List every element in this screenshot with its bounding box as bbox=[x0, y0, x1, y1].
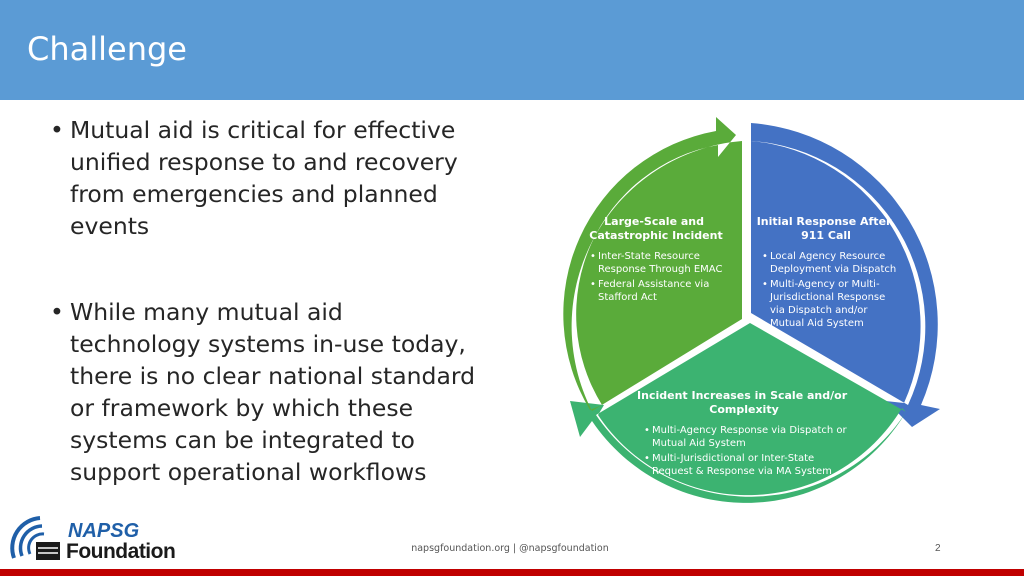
bullet-line: or framework by which these bbox=[70, 394, 414, 422]
radio-wave-logo-icon bbox=[6, 512, 66, 564]
footer-contact: napsgfoundation.org | @napsgfoundation bbox=[411, 543, 609, 554]
logo-wordmark-foundation: Foundation bbox=[66, 540, 176, 563]
segment-item-line: Multi-Jurisdictional or Inter-State bbox=[652, 453, 815, 464]
segment-item-line: • bbox=[590, 279, 596, 290]
bottom-accent-bar bbox=[0, 569, 1024, 576]
bullet-line: support operational workflows bbox=[70, 458, 427, 486]
bullet-line: Mutual aid is critical for effective bbox=[70, 116, 456, 144]
segment-item-line: • bbox=[762, 279, 768, 290]
bullet-line: technology systems in-use today, bbox=[70, 330, 466, 358]
bullet-line: events bbox=[70, 212, 150, 240]
title-bar bbox=[0, 0, 1024, 100]
napsg-logo bbox=[6, 512, 176, 566]
segment-item-line: Deployment via Dispatch bbox=[770, 264, 897, 275]
segment-item-line: Mutual Aid System bbox=[652, 438, 746, 449]
segment-item-line: Request & Response via MA System bbox=[652, 466, 832, 477]
segment-title-line: Initial Response After bbox=[756, 215, 892, 228]
segment-title-line: Complexity bbox=[709, 403, 779, 416]
bullet-line: While many mutual aid bbox=[70, 298, 343, 326]
segment-title-line: Catastrophic Incident bbox=[589, 229, 723, 242]
cycle-diagram bbox=[520, 105, 970, 530]
logo-wordmark-napsg: NAPSG bbox=[68, 520, 140, 542]
bullet-line: from emergencies and planned bbox=[70, 180, 438, 208]
slide-title: Challenge bbox=[27, 30, 187, 68]
segment-item-line: Federal Assistance via bbox=[598, 279, 710, 290]
segment-item-line: • bbox=[644, 453, 650, 464]
bullet-dot-icon: • bbox=[50, 298, 64, 326]
bullet-item bbox=[46, 296, 496, 488]
segment-title-line: Large-Scale and bbox=[604, 215, 704, 228]
segment-item-line: Mutual Aid System bbox=[770, 318, 864, 329]
bullet-line: there is no clear national standard bbox=[70, 362, 476, 390]
segment-item-line: Local Agency Resource bbox=[770, 251, 886, 262]
bullet-item bbox=[46, 114, 496, 242]
segment-title-line: 911 Call bbox=[801, 229, 851, 242]
segment-item-line: Stafford Act bbox=[598, 292, 657, 303]
segment-item-line: via Dispatch and/or bbox=[770, 305, 868, 316]
segment-item-line: Response Through EMAC bbox=[598, 264, 723, 275]
segment-item-line: • bbox=[762, 251, 768, 262]
segment-item-line: • bbox=[644, 425, 650, 436]
segment-item-line: • bbox=[590, 251, 596, 262]
bullet-dot-icon: • bbox=[50, 116, 64, 144]
segment-title-line: Incident Increases in Scale and/or bbox=[637, 389, 848, 402]
segment-item-line: Jurisdictional Response bbox=[770, 292, 886, 303]
bullet-list bbox=[46, 114, 496, 488]
page-number: 2 bbox=[935, 543, 941, 554]
bullet-line: systems can be integrated to bbox=[70, 426, 415, 454]
svg-text:Large-Scale and Catastroph bbox=[589, 215, 722, 242]
segment-item-line: Inter-State Resource bbox=[598, 251, 700, 262]
bullet-line: unified response to and recovery bbox=[70, 148, 458, 176]
segment-item-line: Multi-Agency Response via Dispatch or bbox=[652, 425, 847, 436]
segment-item-line: Multi-Agency or Multi- bbox=[770, 279, 880, 290]
